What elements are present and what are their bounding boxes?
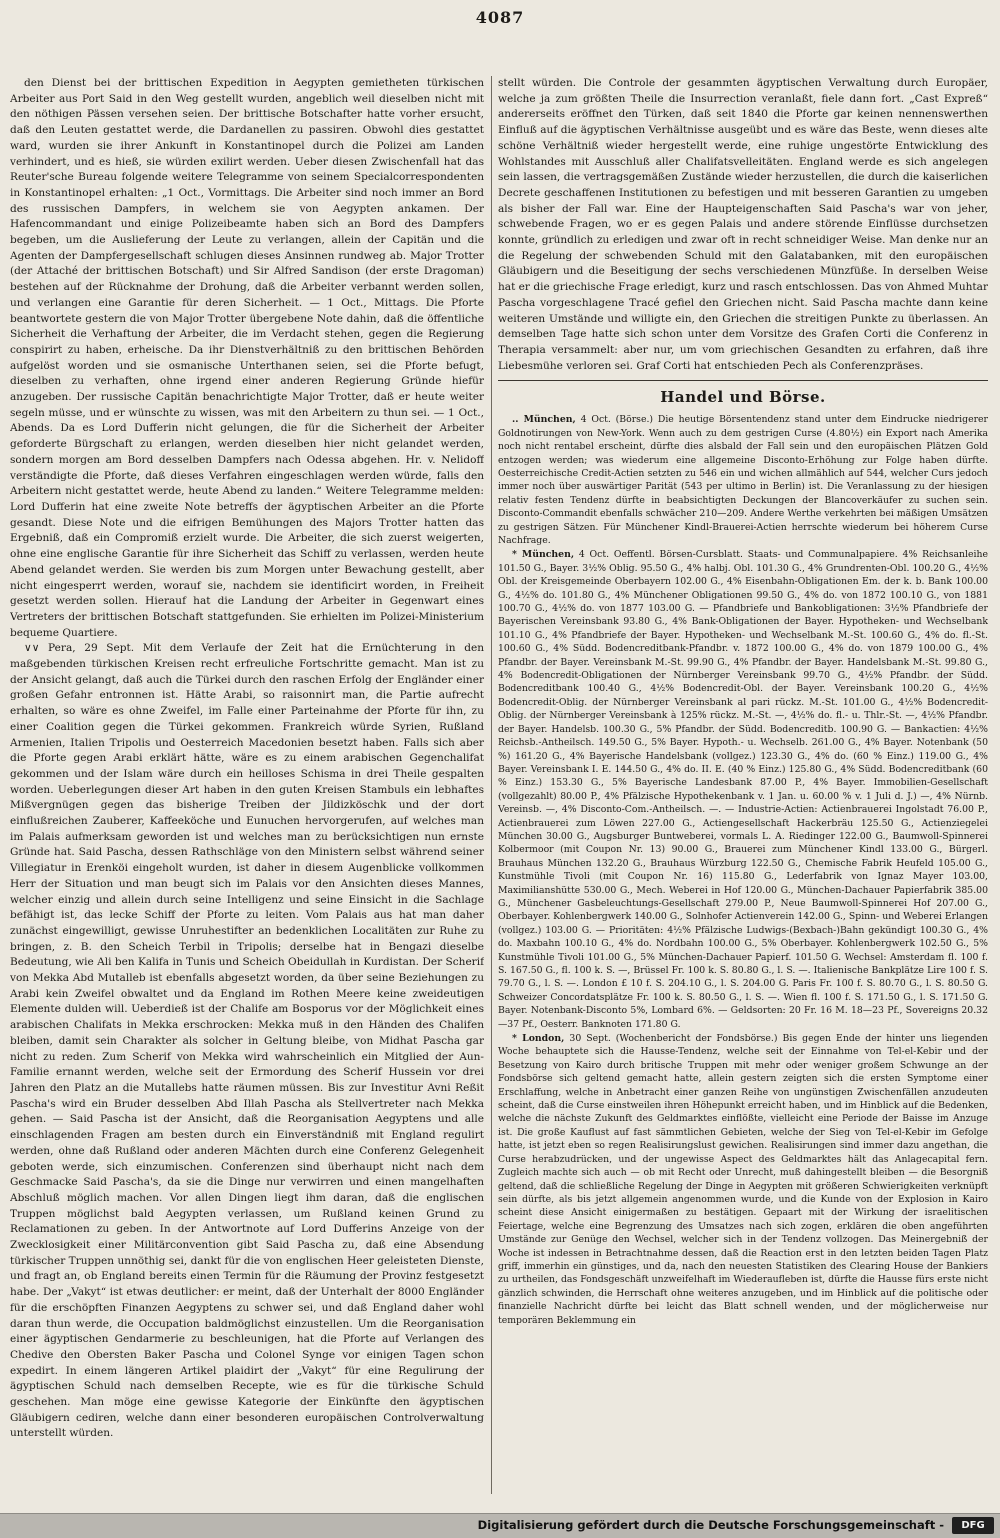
article-paragraph: ∨∨ Pera, 29 Sept. Mit dem Verlaufe der Zeit hat die Ernüchterung in den maßgebenden türkischen Kreisen recht erfreuliche Fortschritte gemacht. Man ist zu der Ansicht gelangt, daß auch die Türkei durch den raschen Erfolg der Engländer einer großen Gefahr entronnen ist. Hätte Arabi, so raisonnirt man, die Partie aufrecht erhalten, so wäre es ohne Zweifel, im Falle einer Parteinahme der Pforte für ihn, zu einer Coalition gegen die Türkei gekommen. Frankreich würde Syrien, Rußland Armenien, Italien Tripolis und Oesterreich Macedonien besetzt haben. Falls sich aber die Pforte gegen Arabi erklärt hätte, wäre es zu einem arabischen Gegenchalifat gekommen und der Islam wäre durch ein heilloses Schisma in drei Theile gespalten worden. Ueberlegungen dieser Art haben in den guten Kreisen Stambuls ein lebhaftes Mißvergnügen gegen das bisherige Treiben der Jildizköschk und der dort einflußreichen Zauberer, Kaffeeköche und Eunuchen hervorgerufen, auf welches man im Palais aufmerksam geworden ist und welches man zu berücksichtigen nun ernste Gründe hat. Said Pascha, dessen Rathschläge von den Ministern selbst während seiner Villegiatur in Erenköi eingeholt wurden, ist daher in diesem Augenblicke vollkommen Herr der Situation und man beugt sich im Palais vor den Ansichten dieses Mannes, welcher einzig und allein durch seine Intelligenz und seine Einsicht in die Sachlage befähigt ist, das lecke Schiff der Pforte zu leiten. Vom Palais aus hat man daher zunächst eingewilligt, gewisse Unruhestifter an bedenklichen Localitäten zur Ruhe zu bringen, z. B. den Scheich Terbil in Tripolis; derselbe hat in Bengazi dieselbe Bedeutung, wie Ali ben Kalifa in Tunis und Scheich Obeidullah in Kurdistan. Der Scherif von Mekka Abd Mutalleb ist ebenfalls abgesetzt worden, da über seine Beziehungen zu Arabi kein Zweifel obwaltet und da England im Rothen Meere keine zweideutigen Elemente dulden will. Ueberdieß ist der Chalife am Bosporus vor der Möglichkeit eines arabischen Chalifats in Mekka erschrocken: Mekka muß in den Händen des Chalifen bleiben, damit sein Charakter als solcher in Geltung bleibe, von Midhat Pascha gar nicht zu reden. Zum Scherif von Mekka wird wahrscheinlich ein Mitglied der Aun-Familie ernannt werden, welche seit der Ermordung des Scherif Hussein vor drei Jahren den Platz an die Mutallebs hatte räumen müssen. Bis zur Investitur Avni Reßit Pascha's wird ein Bruder desselben Abd Illah Pascha als Stellvertreter nach Mekka gehen. — Said Pascha ist der Ansicht, daß die Reorganisation Aegyptens und alle einschlagenden Fragen am besten durch ein Einverständniß mit England regulirt werden, ohne daß Rußland oder anderen Mächten durch eine Conferenz Gelegenheit geboten werde, sich einzumischen. Conferenzen sind überhaupt nicht nach dem Geschmacke Said Pascha's, da sie die Dinge nur verwirren und einen mangelhaften Abschluß möglich machen. Vor allen Dingen liegt ihm daran, daß die englischen Truppen möglichst bald Aegypten verlassen, um Rußland keinen Grund zu Reclamationen zu geben. In der Antwortnote auf Lord Dufferins Anzeige von der Zwecklosigkeit einer Militärconvention gibt Said Pascha zu, daß eine Absendung türkischer Truppen unnöthig sei, dankt für die von englischen Heer geleisteten Dienste, und fragt an, ob England bereits einen Termin für die Räumung der Provinz festgesetzt habe. Der „Vakyt“ ist etwas deutlicher: er meint, daß der Unterhalt der 8000 Engländer für die erschöpften Finanzen Aegyptens zu schwer sei, und daß England daher wohl daran thun werde, die Occupation baldmöglichst einzustellen. Um die Reorganisation einer ägyptischen Gendarmerie zu beschleunigen, hat die Pforte auf Verlangen des Chedive den Obersten Baker Pascha und Colonel Synge vor einigen Tagen schon expedirt. In einem längeren Artikel plaidirt der „Vakyt“ für eine Regulirung der ägyptischen Schuld nach demselben Recepte, wie es für die türkische Schuld geschehen. Man möge eine gewisse Kategorie der Einkünfte den ägyptischen Gläubigern cediren, welche dann einer besonderen europäischen Controlverwaltung unterstellt würden. bbox=[10, 642, 484, 1440]
market-entry bbox=[498, 548, 988, 1031]
section-title: Handel und Börse. bbox=[660, 388, 826, 407]
market-text: 4 Oct. Oeffentl. Börsen-Cursblatt. Staats- und Communalpapiere. 4% Reichsanleihe 101.50 G., Bayer. 3½% Oblig. 95.50 G., 4% halbj. Obl. 101.30 G., 4% Grundrenten-Obl. 100.20 G., 4½% Obl. der Kreisgemeinde Oberbayern 102.00 G., 4% Eisenbahn-Obligationen Em. der k. b. Bank 100.00 G., 4½% do. 101.80 G., 4% Münchener Obligationen 99.50 G., 4% do. von 1872 100.10 G., von 1881 100.70 G., 4½% do. von 1877 103.00 G. — Pfandbriefe und Bankobligationen: 3½% Pfandbriefe der Bayerischen Vereinsbank 93.80 G., 4% Bank-Obligationen der Bayer. Hypotheken- und Wechselbank 101.10 G., 4% Pfandbriefe der Bayer. Hypotheken- und Wechselbank M.-St. 100.60 G., 4% do. fl.-St. 100.60 G., 4% Südd. Bodencreditbank-Pfandbr. v. 1872 100.00 G., 4% do. von 1879 100.00 G., 4% Pfandbr. der Bayer. Vereinsbank M.-St. 99.90 G., 4% Pfandbr. der Bayer. Handelsbank M.-St. 99.80 G., 4% Bodencredit-Obligationen der Nürnberger Vereinsbank 99.70 G., 4½% Pfandbr. der Südd. Bodencreditbank 100.40 G., 4½% Bodencredit-Obl. der Bayer. Vereinsbank 100.20 G., 4½% Bodencredit-Oblig. der Nürnberger Vereinsbank al pari rückz. M.-St. 101.00 G., 4½% Bodencredit-Oblig. der Nürnberger Vereinsbank à 125% rückz. M.-St. —, 4½% do. fl.- u. Thlr.-St. —, 4½% Pfandbr. der Bayer. Handelsb. 100.30 G., 5% Pfandbr. der Südd. Bodencreditb. 100.90 G. — Bankactien: 4½% Reichsb.-Antheilsch. 149.50 G., 5% Bayer. Hypoth.- u. Wechselb. 261.00 G., 4% Bayer. Notenbank (50 %) 161.20 G., 4% Bayerische Handelsbank (vollgez.) 123.30 G., 4% do. (60 % Einz.) 119.00 G., 4% Bayer. Vereinsbank I. E. 144.50 G., 4% do. II. E. (40 % Einz.) 125.80 G., 4% Südd. Bodencreditbank (60 % Einz.) 153.30 G., 5% Bayerische Landesbank 87.00 P., 4% Bayer. Immobilien-Gesellschaft (vollgezahlt) 80.00 P., 4% Pfälzische Hypothekenbank v. 1 Jan. u. 60.00 % v. 1 Juli d. J.) —, 4% Nürnb. Vereinsb. —, 4% Disconto-Com.-Antheilsch. —. — Industrie-Actien: Actienbrauerei Ingolstadt 76.00 P., Actienbrauerei zum Löwen 227.00 G., Actiengesellschaft Hackerbräu 125.50 G., Actienziegelei München 30.00 G., Augsburger Buntweberei, vormals L. A. Riedinger 122.00 G., Baumwoll-Spinnerei Kolbermoor (mit Coupon Nr. 13) 90.00 G., Brauerei zum Münchener Kindl 133.00 G., Bürgerl. Brauhaus München 132.20 G., Brauhaus Würzburg 122.50 G., Chemische Fabrik Heufeld 105.00 G., Kunstmühle Tivoli (mit Coupon Nr. 16) 115.80 G., Lederfabrik von Ignaz Mayer 103.00, Maximilianshütte 530.00 G., Mech. Weberei in Hof 120.00 G., München-Dachauer Papierfabrik 385.00 G., Münchener Gasbeleuchtungs-Gesellschaft 279.00 P., Neue Baumwoll-Spinnerei Hof 207.00 G., Oberbayer. Kohlenbergwerk 140.00 G., Solnhofer Actienverein 142.00 G., Spinn- und Weberei Erlangen (vollgez.) 103.00 G. — Prioritäten: 4½% Pfälzische Ludwigs-(Bexbach-)Bahn gekündigt 100.30 G., 4% do. Maxbahn 100.10 G., 4% do. Nordbahn 100.00 G., 5% Oberbayer. Kohlenbergwerk 102.50 G., 5% Kunstmühle Tivoli 101.00 G., 5% München-Dachauer Papierf. 101.50 G. Wechsel: Amsterdam fl. 100 f. S. 167.50 G., fl. 100 k. S. —, Brüssel Fr. 100 k. S. 80.80 G., l. S. —. Italienische Bankplätze Lire 100 f. S. 79.70 G., l. S. —. London £ 10 f. S. 204.10 G., l. S. 204.00 G. Paris Fr. 100 f. S. 80.70 G., l. S. 80.50 G. Schweizer Concordatsplätze Fr. 100 k. S. 80.50 G., l. S. —. Wien fl. 100 f. S. 171.50 G., l. S. 171.50 G. Bayer. Notenbank-Disconto 5%, Lombard 6%. — Geldsorten: 20 Fr. 16 M. 18—23 Pf., Sovereigns 20.32—37 Pf., Oesterr. Banknoten 171.80 G. bbox=[498, 549, 988, 1030]
market-entry bbox=[498, 1032, 988, 1327]
market-place: .. München, bbox=[512, 414, 576, 426]
market-text: 4 Oct. (Börse.) Die heutige Börsentendenz stand unter dem Eindrucke niedrigerer Goldnotirungen von New-York. Wenn auch zu dem gestrigen Curse (4.80½) ein Export nach Amerika noch nicht rentabel erscheint, dürfte dies alsbald der Fall sein und den europäischen Plätzen Gold entzogen werden; was wiederum eine allgemeine Disconto-Erhöhung zur Folge haben dürfte. Oesterreichische Credit-Actien setzten zu 546 ein und wichen allmählich auf 544, welcher Curs jedoch immer noch über auswärtiger Parität (543 per ultimo in Berlin) ist. Die Veranlassung zu der hiesigen relativ festen Tendenz dürfte in beabsichtigten Deckungen der Blancoverkäufer zu suchen sein. Disconto-Commandit ebenfalls schwächer 210—209. Andere Werthe verkehrten bei mäßigen Umsätzen zu gestrigen Sätzen. Für Münchener Kindl-Brauerei-Actien herrschte wiederum bei höherem Curse Nachfrage. bbox=[498, 414, 988, 547]
section-rule bbox=[498, 380, 988, 381]
page-number: 4087 bbox=[475, 8, 525, 27]
footer-credit: Digitalisierung gefördert durch die Deutsche Forschungsgemeinschaft - bbox=[477, 1518, 944, 1532]
footer-bar bbox=[0, 1513, 1000, 1538]
column-divider bbox=[491, 76, 492, 1494]
market-report bbox=[498, 413, 988, 1327]
market-place: * London, bbox=[512, 1033, 565, 1045]
market-place: * München, bbox=[512, 549, 575, 561]
market-entry bbox=[498, 413, 988, 547]
left-column bbox=[10, 76, 484, 1494]
dfg-logo: DFG bbox=[952, 1517, 994, 1534]
right-column bbox=[498, 76, 988, 1494]
market-text: 30 Sept. (Wochenbericht der Fondsbörse.) Bis gegen Ende der hinter uns liegenden Woche behauptete sich die Hausse-Tendenz, welche seit der Einnahme von Tel-el-Kebir und der Besetzung von Kairo durch britische Truppen mit mehr oder weniger großem Schwunge an der Fondsbörse sich geltend gemacht hatte, allein gestern zeigten sich die ersten Symptome einer Erschlaffung, welche in Anbetracht einer ganzen Reihe von ungünstigen Zwischenfällen anzudeuten scheint, daß die Curse einstweilen ihren Höhepunkt erreicht haben, und im Hinblick auf die Bedenken, welche die nächste Zukunft des Geldmarktes einflößte, vielleicht eine Periode der Baisse im Anzuge ist. Die große Kauflust auf fast sämmtlichen Gebieten, welche der Sieg von Tel-el-Kebir im Gefolge hatte, ist jetzt eben so regen Realisirungslust gewichen. Realisirungen sind immer dazu angethan, die Curse herabzudrücken, und der ungewisse Aspect des Geldmarktes hält das Anlagecapital fern. Zugleich machte sich auch — ob mit Recht oder Unrecht, muß dahingestellt bleiben — die Besorgniß geltend, daß die schließliche Regelung der Dinge in Aegypten mit größeren Schwierigkeiten verknüpft sein dürfte, als bis jetzt allgemein angenommen wurde, und die Kunde von der Explosion in Kairo scheint diese Ansicht einigermaßen zu bestätigen. Gepaart mit der Wirkung der israelitischen Feiertage, welche eine Begrenzung des Umsatzes nach sich zogen, erklären die oben angeführten Umstände zur Genüge den Wechsel, welcher sich in der Tendenz vollzogen. Das Meinergebniß der Woche ist indessen in Betrachtnahme dessen, daß die Reaction erst in den letzten beiden Tagen Platz griff, immerhin ein günstiges, und da, nach den neuesten Statistiken des Clearing House der Bankiers zu urtheilen, das Fondsgeschäft unzweifelhaft im Wiederaufleben ist, dürfte die Hausse fürs erste nicht gänzlich schwinden, die Herrschaft ohne weiteres anzugeben, und im Hinblick auf die politische oder finanzielle Nachricht dürfte bei leicht das Blatt schnell wenden, und der möglicherweise nur temporären Beklemmung ein bbox=[498, 1033, 988, 1326]
article-paragraph: den Dienst bei der brittischen Expedition in Aegypten gemietheten türkischen Arbeiter aus Port Said in den Weg gestellt wurden, angeblich weil dieselben nicht mit den nöthigen Pässen versehen seien. Der brittische Botschafter hatte vorher ersucht, daß den Leuten gestattet werde, die Dardanellen zu passiren. Obwohl dies gestattet ward, wurden sie ihrer Ankunft in Konstantinopel durch die Polizei am Landen verhindert, und es hieß, sie würden exilirt werden. Ueber diesen Zwischenfall hat das Reuter'sche Bureau folgende weitere Telegramme von seinem Specialcorrespondenten in Konstantinopel erhalten: „1 Oct., Vormittags. Die Arbeiter sind noch immer an Bord des russischen Dampfers, in welchem sie von Aegypten ankamen. Der Hafencommandant und einige Polizeibeamte haben sich an Bord des Dampfers begeben, um die Auslieferung der Leute zu verlangen, allein der Capitän und die Agenten der Dampfergesellschaft schlugen dieses Ansinnen rundweg ab. Major Trotter (der Attaché der brittischen Botschaft) und Sir Alfred Sandison (der erste Dragoman) bestehen auf der Rücknahme der Drohung, daß die Arbeiter verbannt werden sollen, und verlangen eine Garantie für deren Sicherheit. — 1 Oct., Mittags. Die Pforte beantwortete gestern die von Major Trotter übergebene Note dahin, daß die öffentliche Sicherheit die Verhaftung der Arbeiter, die im Verdacht stehen, gegen die Regierung conspirirt zu haben, erheische. Da ihr Dienstverhältniß zu den brittischen Behörden aufgelöst worden und sie osmanische Unterthanen seien, sei die Pforte befugt, dieselben zu verhaften, ohne irgend einer anderen Regierung Gründe hiefür anzugeben. Der russische Capitän benachrichtigte Major Trotter, daß er heute weiter segeln müsse, und er wünschte zu wissen, was mit den Arbeitern zu thun sei. — 1 Oct., Abends. Da es Lord Dufferin nicht gelungen, die für die Sicherheit der Arbeiter geforderte Bürgschaft zu erlangen, werden dieselben hier nicht gelandet werden, sondern morgen am Bord desselben Dampfers nach Odessa abgehen. Hr. v. Nelidoff verständigte die Pforte, daß dieses Verfahren eingeschlagen werden würde, falls den Arbeitern nicht gestattet werde, heute Abend zu landen.“ Weitere Telegramme melden: Lord Dufferin hat eine zweite Note betreffs der ägyptischen Arbeiter an die Pforte gesandt. Diese Note und die eifrigen Bemühungen des Majors Trotter hatten das Ergebniß, daß ein Compromiß erzielt wurde. Die Arbeiter, die sich zuerst weigerten, ohne eine englische Garantie für ihre Sicherheit das Schiff zu verlassen, werden heute Abend gelandet werden. Sie werden bis zum Morgen unter Bewachung gestellt, aber nicht eingesperrt werden, worauf sie, nachdem sie identificirt worden, in Freiheit gesetzt werden sollen. Hierauf hat die Landung der Arbeiter in Gegenwart eines Vertreters der brittischen Botschaft stattgefunden. Sie erhielten im Polizei-Ministerium bequeme Quartiere. bbox=[10, 77, 484, 639]
continuation-paragraph: stellt würden. Die Controle der gesammten ägyptischen Verwaltung durch Europäer, welche ja zum größten Theile die Insurrection veranlaßt, fiele dann fort. „Cast Expreß“ andererseits eröffnet den Türken, daß seit 1840 die Pforte gar keinen nennenswerthen Einfluß auf die ägyptischen Verhältnisse ausgeübt und es wäre das Beste, wenn dieses alte schöne Verhältniß wieder hergestellt werde, eine ruhige ungestörte Entwicklung des Wohlstandes mit Ausschluß aller Chalifatsvelleitäten. England werde es sich angelegen sein lassen, die vertragsgemäßen Zustände wieder herzustellen, die durch die kaiserlichen Decrete geschaffenen Institutionen zu befestigen und mit besseren Garantien zu umgeben als bisher der Fall war. Eine der Haupteigenschaften Said Pascha's war von jeher, schwebende Fragen, wo er es gegen Palais und andere störende Einflüsse durchsetzen konnte, gründlich zu erledigen und zwar oft in recht schneidiger Weise. Man denke nur an die Regelung der schwebenden Schuld mit den Galatabanken, mit den europäischen Gläubigern und die Beseitigung der sechs verschiedenen Münzfüße. In derselben Weise hat er die griechische Frage erledigt, kurz und rasch entschlossen. Das von Ahmed Muhtar Pascha vorgeschlagene Tracé gefiel den Griechen nicht. Said Pascha machte dann keine weiteren Umstände und willigte ein, den Griechen die streitigen Punkte zu überlassen. An demselben Tage hatte sich schon unter dem Vorsitze des Grafen Corti die Conferenz in Therapia versammelt: aber nur, um vom griechischen Gesandten zu erfahren, daß ihre Liebesmühe verloren sei. Graf Corti hat entschieden Pech als Conferenzpräses. bbox=[498, 77, 988, 372]
article-continuation bbox=[498, 76, 988, 374]
